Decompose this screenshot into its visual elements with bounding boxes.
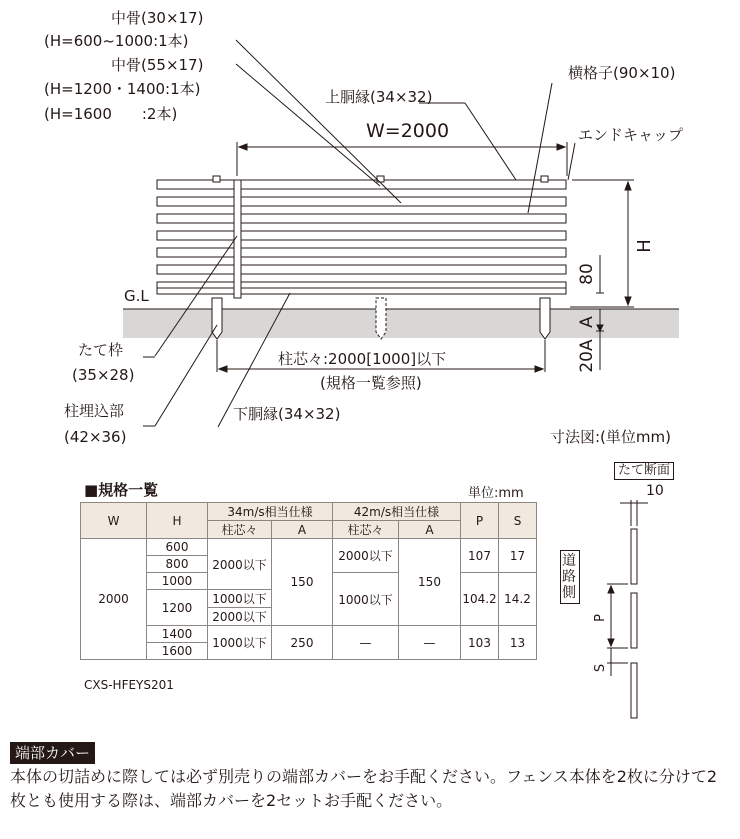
slat-label: 横格子(90×10) (568, 64, 676, 82)
post-embed-label: 柱埋込部 (64, 402, 125, 420)
center-post-cap (377, 176, 384, 182)
cell-a42-none: — (399, 626, 461, 660)
bottom-rail-label: 下胴縁(34×32) (233, 405, 341, 423)
post-spacing-label: 柱芯々:2000[1000]以下 (278, 350, 447, 368)
post-embed-size: (42×36) (64, 428, 127, 446)
cell-a34-250: 250 (272, 626, 333, 660)
cell-h-1600: 1600 (147, 643, 208, 660)
cell-p-1042: 104.2 (461, 573, 499, 626)
cell-s-142: 14.2 (499, 573, 537, 626)
ground-label: G.L (124, 287, 149, 305)
cell-pitch42-2000: 2000以下 (333, 539, 399, 573)
post-spacing-note: (規格一覧参照) (320, 374, 422, 392)
cell-p-103: 103 (461, 626, 499, 660)
cell-pitch34-1000-b: 1000以下 (208, 626, 272, 660)
spec-table-unit: 単位:mm (468, 486, 524, 501)
center-post-2-range-a: (H=1200・1400:1本) (44, 80, 201, 98)
header-pitch-34: 柱芯々 (208, 521, 272, 539)
center-post-1-label: 中骨(30×17) (111, 9, 204, 27)
center-post-2-label: 中骨(55×17) (111, 56, 204, 74)
notice-text: 本体の切詰めに際しては必ず別売りの端部カバーをお手配ください。フェンス本体を2枚に分けて2枚とも使用する際は、端部カバーを2セットお手配ください。 (10, 767, 718, 810)
section-title: たて断面 (614, 462, 674, 480)
section-slat-1 (631, 529, 637, 584)
cell-w: 2000 (81, 539, 147, 660)
right-post-cap (541, 176, 548, 182)
center-post-1-range: (H=600~1000:1本) (44, 32, 189, 50)
cell-pitch42-none: — (333, 626, 399, 660)
header-s: S (499, 503, 537, 539)
header-a-34: A (272, 521, 333, 539)
cell-p-107: 107 (461, 539, 499, 573)
header-34ms: 34m/s相当仕様 (208, 503, 333, 521)
top-rail-label: 上胴縁(34×32) (325, 88, 433, 106)
dim-80-label: 80 (577, 263, 597, 285)
section-slat-2 (631, 593, 637, 648)
dim-a-label: A (577, 316, 597, 328)
cell-h-1200: 1200 (147, 590, 208, 626)
notice-tag: 端部カバー (10, 742, 95, 764)
spec-table-title: ■規格一覧 (84, 481, 159, 499)
header-42ms: 42m/s相当仕様 (333, 503, 461, 521)
section-thickness: 10 (646, 483, 664, 499)
cell-pitch34-2000-b: 2000以下 (208, 608, 272, 626)
header-pitch-42: 柱芯々 (333, 521, 399, 539)
center-post-2-range-b: (H=1600 :2本) (44, 105, 178, 123)
post-frame-label: たて枠 (78, 341, 124, 359)
cell-h-1000: 1000 (147, 573, 208, 590)
header-h: H (147, 503, 208, 539)
section-p-label: P (593, 614, 608, 622)
cell-s-13: 13 (499, 626, 537, 660)
section-s-label: S (593, 663, 608, 673)
height-label: H (634, 239, 655, 253)
road-side-label: 道路側 (560, 550, 580, 604)
cell-h-600: 600 (147, 539, 208, 556)
header-p: P (461, 503, 499, 539)
dim-20a-label: 20A (577, 339, 597, 373)
cell-s-17: 17 (499, 539, 537, 573)
dimension-unit-label: 寸法図:(単位mm) (550, 428, 671, 446)
header-a-42: A (399, 521, 461, 539)
cell-a42-150: 150 (399, 539, 461, 626)
spec-table (80, 502, 537, 660)
cell-h-1400: 1400 (147, 626, 208, 643)
width-label: W=2000 (366, 120, 450, 142)
cell-pitch34-2000-a: 2000以下 (208, 539, 272, 590)
cell-pitch42-1000: 1000以下 (333, 573, 399, 626)
cell-h-800: 800 (147, 556, 208, 573)
cell-a34-150: 150 (272, 539, 333, 626)
product-code: CXS-HFEYS201 (84, 678, 174, 692)
width-dimension (237, 142, 567, 176)
post-frame-size: (35×28) (72, 366, 135, 384)
cell-pitch34-1000-a: 1000以下 (208, 590, 272, 608)
horizontal-slats (157, 180, 566, 294)
section-slat-3 (631, 663, 637, 718)
header-w: W (81, 503, 147, 539)
left-post-cap (213, 176, 220, 182)
end-cap-label: エンドキャップ (578, 126, 684, 144)
